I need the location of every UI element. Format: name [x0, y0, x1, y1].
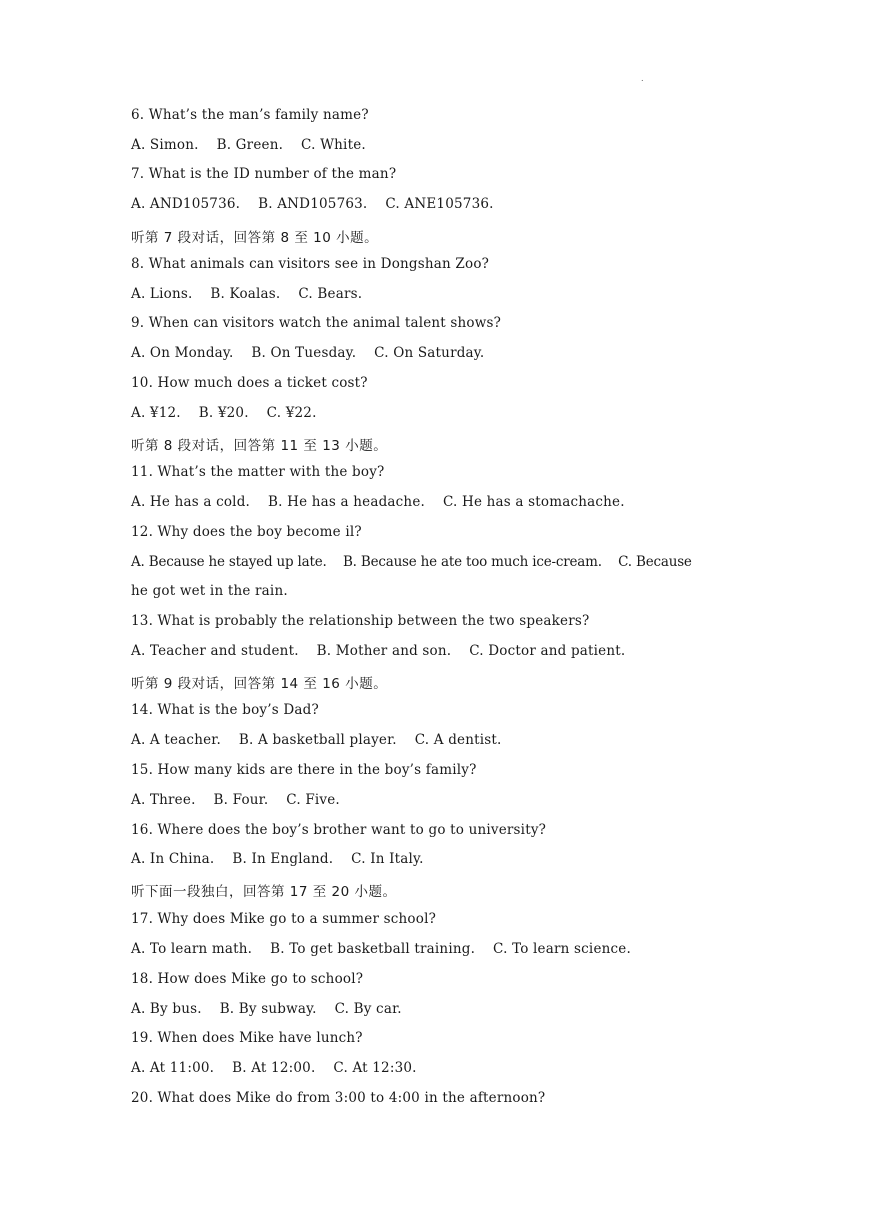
section-instruction-7: 听第 7 段对话，回答第 8 至 10 小题。: [131, 230, 379, 246]
question-13: 13. What is probably the relationship between the two speakers?: [131, 613, 590, 629]
question-14: 14. What is the boy’s Dad?: [131, 702, 319, 718]
question-8: 8. What animals can visitors see in Dongshan Zoo?: [131, 256, 490, 272]
section-instruction-9: 听第 9 段对话，回答第 14 至 16 小题。: [131, 676, 388, 692]
options-10: A. ¥12. B. ¥20. C. ¥22.: [131, 405, 317, 421]
options-18: A. By bus. B. By subway. C. By car.: [131, 1001, 402, 1017]
question-11: 11. What’s the matter with the boy?: [131, 464, 385, 480]
question-7: 7. What is the ID number of the man?: [131, 166, 397, 182]
options-13: A. Teacher and student. B. Mother and son. C. Doctor and patient.: [131, 643, 626, 659]
options-9: A. On Monday. B. On Tuesday. C. On Saturday.: [131, 345, 485, 361]
options-17: A. To learn math. B. To get basketball training. C. To learn science.: [131, 941, 631, 957]
options-11: A. He has a cold. B. He has a headache. C. He has a stomachache.: [131, 494, 625, 510]
question-19: 19. When does Mike have lunch?: [131, 1030, 363, 1046]
options-16: A. In China. B. In England. C. In Italy.: [131, 851, 424, 867]
options-15: A. Three. B. Four. C. Five.: [131, 792, 340, 808]
section-instruction-monologue: 听下面一段独白，回答第 17 至 20 小题。: [131, 884, 397, 900]
options-19: A. At 11:00. B. At 12:00. C. At 12:30.: [131, 1060, 417, 1076]
question-10: 10. How much does a ticket cost?: [131, 375, 368, 391]
options-7: A. AND105736. B. AND105763. C. ANE105736.: [131, 196, 494, 212]
options-6: A. Simon. B. Green. C. White.: [131, 137, 366, 153]
question-16: 16. Where does the boy’s brother want to go to university?: [131, 822, 547, 838]
section-instruction-8: 听第 8 段对话，回答第 11 至 13 小题。: [131, 438, 388, 454]
question-18: 18. How does Mike go to school?: [131, 971, 364, 987]
question-17: 17. Why does Mike go to a summer school?: [131, 911, 437, 927]
question-9: 9. When can visitors watch the animal talent shows?: [131, 315, 502, 331]
options-8: A. Lions. B. Koalas. C. Bears.: [131, 286, 363, 302]
question-15: 15. How many kids are there in the boy’s family?: [131, 762, 477, 778]
header-mark: .: [641, 74, 644, 83]
question-6: 6. What’s the man’s family name?: [131, 107, 369, 123]
question-12: 12. Why does the boy become il?: [131, 524, 362, 540]
options-12: A. Because he stayed up late. B. Because he ate too much ice-cream. C. Because: [131, 554, 692, 570]
question-20: 20. What does Mike do from 3:00 to 4:00 in the afternoon?: [131, 1090, 546, 1106]
options-14: A. A teacher. B. A basketball player. C. A dentist.: [131, 732, 502, 748]
options-12-continued: he got wet in the rain.: [131, 583, 288, 599]
